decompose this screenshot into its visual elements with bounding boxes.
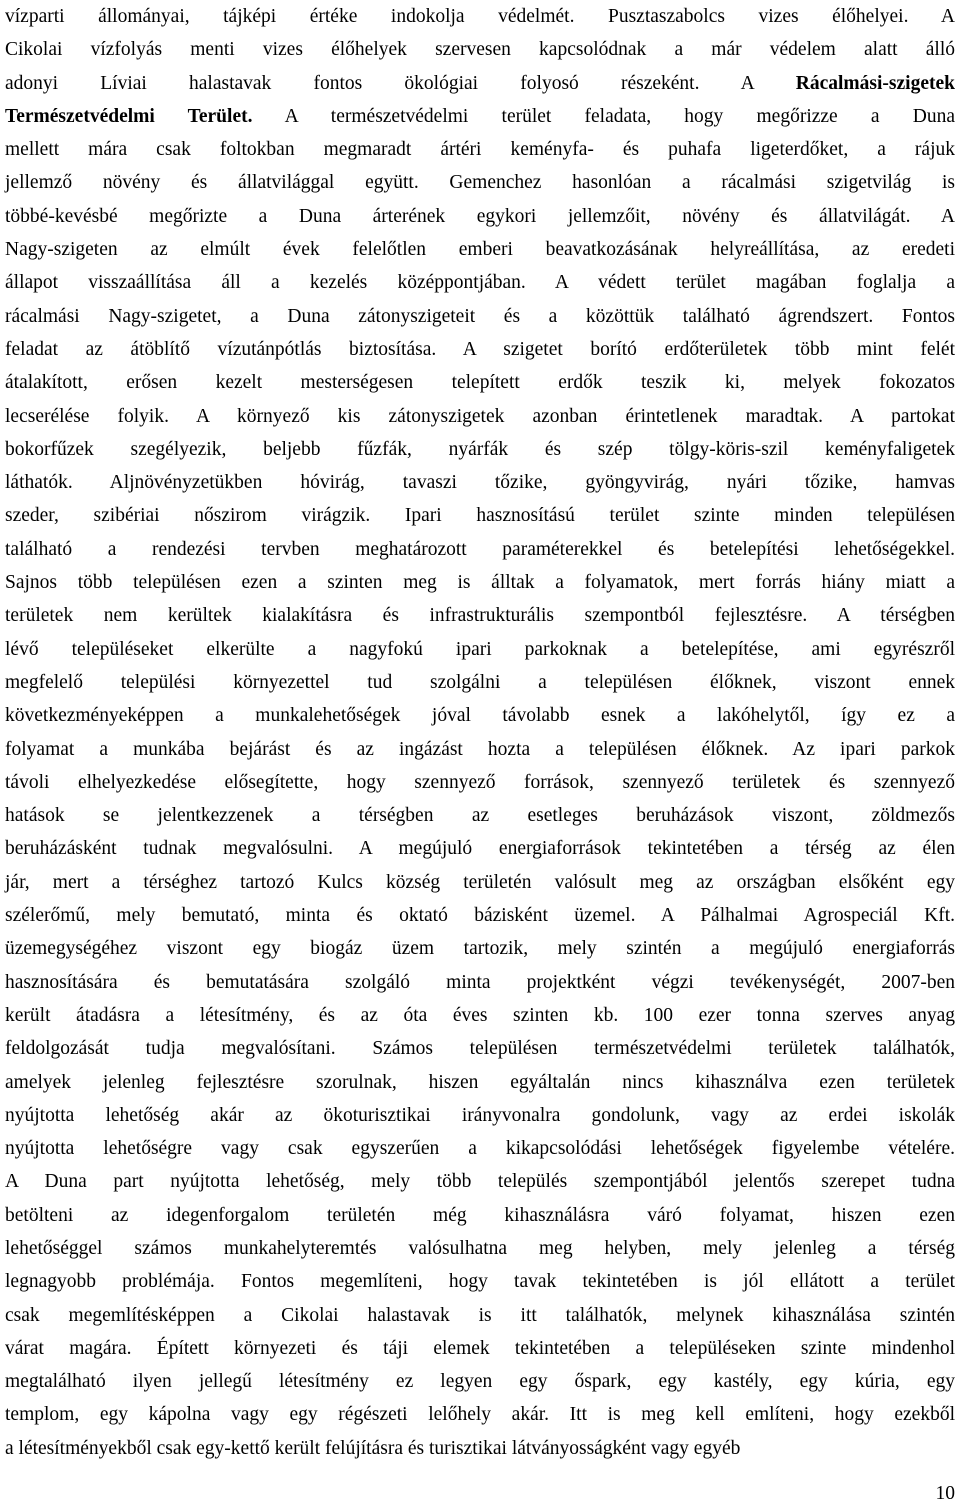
text-line bbox=[5, 400, 955, 433]
text-line bbox=[5, 300, 955, 333]
text-line bbox=[5, 533, 955, 566]
text-line bbox=[5, 166, 955, 199]
text-line bbox=[5, 733, 955, 766]
text-line bbox=[5, 100, 955, 133]
line-text: adonyi Líviai halastavak fontos ökológiai folyosó részeként. A bbox=[5, 72, 796, 94]
line-text: vízparti állományai, tájképi értéke indokolja védelmét. Pusztaszabolcs vizes élőhelyei. A bbox=[5, 6, 955, 27]
text-line bbox=[5, 1332, 955, 1365]
line-text: távoli elhelyezkedése elősegítette, hogy szennyező források, szennyező területek és szennyező bbox=[5, 771, 955, 793]
line-text: lecserélése folyik. A környező kis zátonyszigetek azonban érintetlenek maradtak. A partokat bbox=[5, 405, 955, 427]
bold-heading-text: Természetvédelmi Terület. bbox=[5, 105, 253, 127]
line-text: nyújtotta lehetőségre vagy csak egyszerűen a kikapcsolódási lehetőségek figyelembe vételére. bbox=[5, 1138, 955, 1160]
line-text: a létesítményekből csak egy-kettő került felújításra és turisztikai látványosságként vagy egyéb bbox=[5, 1437, 741, 1459]
line-text: hasznosítására és bemutatására szolgáló minta projektként végzi tevékenységét, 2007-ben bbox=[5, 971, 955, 993]
line-text: szeder, szibériai nőszirom virágzik. Ipari hasznosítású terület szinte minden településen bbox=[5, 505, 955, 527]
line-text: láthatók. Aljnövényzetükben hóvirág, tavaszi tőzike, gyöngyvirág, nyári tőzike, hamvas bbox=[5, 472, 955, 494]
line-text: beruházásként tudnak megvalósulni. A megújuló energiaforrások tekintetében a térség az élen bbox=[5, 838, 955, 860]
line-text: megtalálható ilyen jellegű létesítmény ez legyen egy őspark, egy kastély, egy kúria, egy bbox=[5, 1371, 955, 1393]
line-text: betölteni az idegenforgalom területén még kihasználásra váró folyamat, hiszen ezen bbox=[5, 1204, 955, 1226]
line-text: lehetőséggel számos munkahelyteremtés valósulhatna meg helyben, mely jelenleg a térség bbox=[5, 1237, 955, 1259]
line-text: megfelelő települési környezettel tud szolgálni a településen élőknek, viszont ennek bbox=[5, 671, 955, 693]
line-text: A Duna part nyújtotta lehetőség, mely több település szempontjából jelentős szerepet tudna bbox=[5, 1171, 955, 1193]
line-text: várat magára. Épített környezeti és táji elemek tekintetében a településeken szinte mindenhol bbox=[5, 1337, 955, 1359]
line-text: szélerőmű, mely bemutató, minta és oktató bázisként üzemel. A Pálhalmai Agrospeciál Kft. bbox=[5, 905, 955, 927]
line-text: többé-kevésbé megőrizte a Duna árterének egykori jellemzőit, növény és állatvilágát. A bbox=[5, 205, 955, 227]
line-text: mellett mára csak foltokban megmaradt ártéri keményfa- és puhafa ligeterdőket, a rájuk bbox=[5, 139, 955, 161]
line-text: feldolgozását tudja megvalósítani. Számos településen természetvédelmi területek találhatók, bbox=[5, 1038, 955, 1060]
text-line bbox=[5, 599, 955, 632]
text-line bbox=[5, 832, 955, 865]
text-line bbox=[5, 333, 955, 366]
line-text: Nagy-szigeten az elmúlt évek felelőtlen emberi beavatkozásának helyreállítása, az eredeti bbox=[5, 239, 955, 261]
line-text: jár, mert a térséghez tartozó Kulcs község területén valósult meg az országban elsőként egy bbox=[5, 871, 955, 893]
body-text bbox=[5, 0, 955, 1465]
text-line bbox=[5, 1132, 955, 1165]
line-text: Sajnos több településen ezen a szinten meg is álltak a folyamatok, mert forrás hiány miatt a bbox=[5, 572, 955, 594]
text-line bbox=[5, 1265, 955, 1298]
line-text: Cikolai vízfolyás menti vizes élőhelyek szervesen kapcsolódnak a már védelem alatt álló bbox=[5, 39, 955, 61]
text-line bbox=[5, 433, 955, 466]
line-text-after: A természetvédelmi terület feladata, hogy megőrizze a Duna bbox=[252, 105, 956, 127]
line-text: folyamat a munkába bejárást és az ingázást hozta a településen élőknek. Az ipari parkok bbox=[5, 738, 955, 760]
text-line bbox=[5, 766, 955, 799]
text-line bbox=[5, 799, 955, 832]
text-line bbox=[5, 932, 955, 965]
text-line bbox=[5, 1299, 955, 1332]
line-text: átalakított, erősen kezelt mesterségesen telepített erdők teszik ki, melyek fokozatos bbox=[5, 372, 955, 394]
line-text: területek nem kerültek kialakításra és infrastrukturális szempontból fejlesztésre. A térségben bbox=[5, 605, 955, 627]
bold-heading-text: Rácalmási-szigetek bbox=[795, 72, 955, 94]
text-line bbox=[5, 899, 955, 932]
line-text: jellemző növény és állatvilággal együtt. Gemenchez hasonlóan a rácalmási szigetvilág is bbox=[5, 172, 955, 194]
line-text: üzemegységéhez viszont egy biogáz üzem tartozik, mely szintén a megújuló energiaforrás bbox=[5, 938, 955, 960]
text-line bbox=[5, 1199, 955, 1232]
text-line bbox=[5, 966, 955, 999]
line-text: állapot visszaállítása áll a kezelés középpontjában. A védett terület magában foglalja a bbox=[5, 272, 955, 294]
text-line bbox=[5, 1032, 955, 1065]
text-line bbox=[5, 1398, 955, 1431]
text-line bbox=[5, 1432, 955, 1465]
text-line bbox=[5, 1232, 955, 1265]
text-line bbox=[5, 466, 955, 499]
line-text: nyújtotta lehetőség akár az ökoturisztikai irányvonalra gondolunk, vagy az erdei iskolák bbox=[5, 1104, 955, 1126]
text-line bbox=[5, 699, 955, 732]
text-line bbox=[5, 366, 955, 399]
line-text: lévő településeket elkerülte a nagyfokú ipari parkoknak a betelepítése, ami egyrészről bbox=[5, 638, 955, 660]
line-text: következményeképpen a munkalehetőségek jóval távolabb esnek a lakóhelytől, így ez a bbox=[5, 705, 955, 727]
text-line bbox=[5, 566, 955, 599]
line-text: feladat az átöblítő vízutánpótlás biztosítása. A szigetet borító erdőterületek több mint felét bbox=[5, 338, 955, 360]
text-line bbox=[5, 999, 955, 1032]
text-line bbox=[5, 499, 955, 532]
text-line bbox=[5, 1165, 955, 1198]
text-line bbox=[5, 200, 955, 233]
text-line bbox=[5, 1099, 955, 1132]
line-text: legnagyobb problémája. Fontos megemlíteni, hogy tavak tekintetében is jól ellátott a terület bbox=[5, 1271, 955, 1293]
text-line bbox=[5, 233, 955, 266]
text-line bbox=[5, 266, 955, 299]
line-text: bokorfűzek szegélyezik, beljebb fűzfák, nyárfák és szép tölgy-köris-szil keményfaligetek bbox=[5, 438, 955, 460]
text-line bbox=[5, 633, 955, 666]
line-text: hatások se jelentkezzenek a térségben az esetleges beruházások viszont, zöldmezős bbox=[5, 805, 955, 827]
document-page bbox=[5, 0, 955, 1465]
text-line bbox=[5, 1365, 955, 1398]
line-text: amelyek jelenleg fejlesztésre szorulnak, hiszen egyáltalán nincs kihasználva ezen területek bbox=[5, 1071, 955, 1093]
line-text: csak megemlítésképpen a Cikolai halastavak is itt találhatók, melynek kihasználása szintén bbox=[5, 1304, 955, 1326]
text-line bbox=[5, 666, 955, 699]
line-text: rácalmási Nagy-szigetet, a Duna zátonyszigeteit és a közöttük található ágrendszert. Fontos bbox=[5, 305, 955, 327]
line-text: került átadásra a létesítmény, és az óta éves szinten kb. 100 ezer tonna szerves anyag bbox=[5, 1004, 955, 1026]
text-line bbox=[5, 1066, 955, 1099]
line-text: templom, egy kápolna vagy egy régészeti lelőhely akár. Itt is meg kell említeni, hogy ezekből bbox=[5, 1404, 955, 1426]
text-line bbox=[5, 67, 955, 100]
text-line bbox=[5, 866, 955, 899]
page-number: 10 bbox=[935, 1483, 955, 1504]
text-line bbox=[5, 133, 955, 166]
line-text: található a rendezési tervben meghatározott paraméterekkel és betelepítési lehetőségekkel. bbox=[5, 538, 955, 560]
text-line bbox=[5, 33, 955, 66]
text-line bbox=[5, 0, 955, 33]
